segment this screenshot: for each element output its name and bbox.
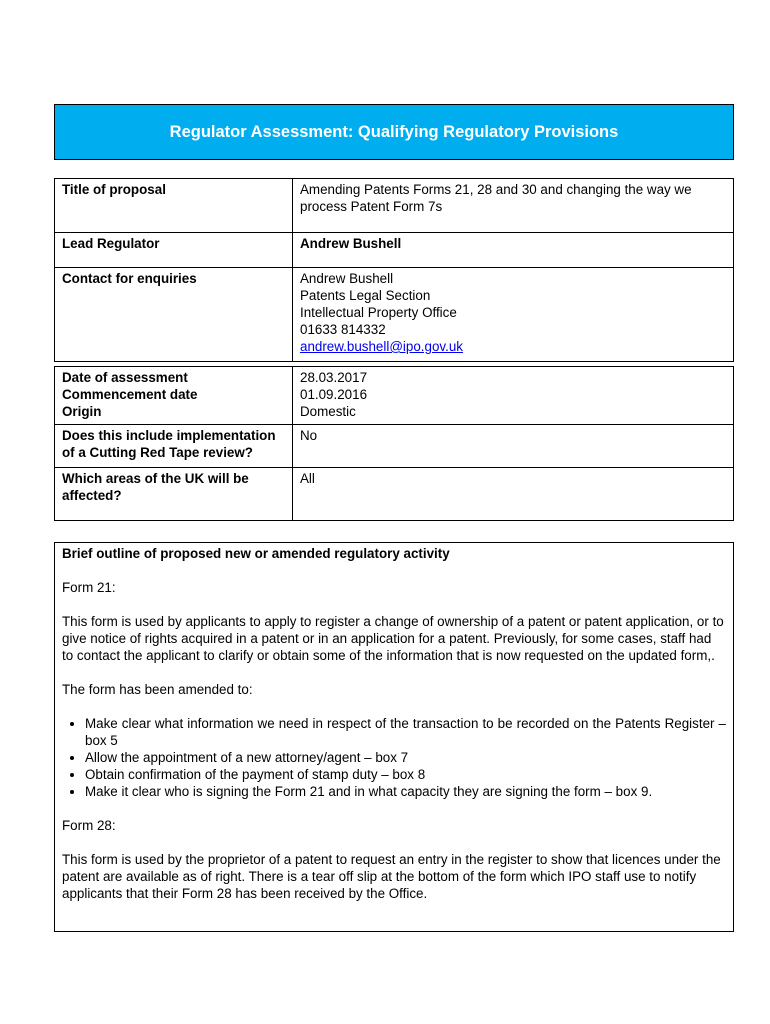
contact-office: Intellectual Property Office [300, 305, 457, 320]
red-tape-label: Does this include implementation of a Cutting Red Tape review? [55, 425, 293, 468]
origin-label: Origin [62, 404, 102, 419]
title-banner [54, 104, 734, 160]
table-row [55, 179, 734, 233]
form21-description: This form is used by applicants to apply to register a change of ownership of a patent or patent application, or to give notice of rights acquired in a patent or in an application for a patent. Previously, for some cases, staff had to contact the applicant to clarify or obtain some of the information that is now requested on the updated form,. [62, 614, 724, 663]
proposal-table [54, 178, 734, 362]
contact-details [293, 268, 734, 362]
form28-heading: Form 28: [62, 818, 116, 833]
form21-heading: Form 21: [62, 580, 116, 595]
title-of-proposal-label: Title of proposal [55, 179, 293, 233]
document-title: Regulator Assessment: Qualifying Regulatory Provisions [169, 122, 619, 141]
contact-label: Contact for enquiries [55, 268, 293, 362]
list-item: • Obtain confirmation of the payment of stamp duty – box 8 [85, 766, 726, 783]
contact-email-link[interactable]: andrew.bushell@ipo.gov.uk [300, 339, 463, 354]
areas-affected-label: Which areas of the UK will be affected? [55, 468, 293, 521]
lead-regulator-label: Lead Regulator [55, 233, 293, 268]
table-row [55, 233, 734, 268]
contact-name: Andrew Bushell [300, 271, 394, 286]
commencement-date-value: 01.09.2016 [300, 387, 368, 402]
form28-description: This form is used by the proprietor of a patent to request an entry in the register to show that licences under the patent are available as of right. There is a tear off slip at the bottom of the form which IPO staff use to notify applicants that their Form 28 has been received by the Office. [62, 852, 721, 901]
amendments-list [62, 715, 726, 800]
list-item: • Make clear what information we need in respect of the transaction to be recorded on the Patents Register – box 5 [85, 715, 726, 749]
assessment-table [54, 366, 734, 521]
list-item: • Allow the appointment of a new attorney/agent – box 7 [85, 749, 726, 766]
assessment-labels [55, 367, 293, 425]
assessment-values [293, 367, 734, 425]
contact-section: Patents Legal Section [300, 288, 431, 303]
table-row [55, 425, 734, 468]
date-of-assessment-value: 28.03.2017 [300, 370, 368, 385]
table-row [55, 268, 734, 362]
amended-intro: The form has been amended to: [62, 682, 253, 697]
outline-box [54, 542, 734, 932]
red-tape-value: No [293, 425, 734, 468]
areas-affected-value: All [293, 468, 734, 521]
origin-value: Domestic [300, 404, 356, 419]
list-item: • Make it clear who is signing the Form 21 and in what capacity they are signing the form – box 9. [85, 783, 726, 800]
date-of-assessment-label: Date of assessment [62, 370, 188, 385]
outline-heading: Brief outline of proposed new or amended regulatory activity [62, 546, 450, 561]
contact-phone: 01633 814332 [300, 322, 386, 337]
table-row [55, 468, 734, 521]
commencement-date-label: Commencement date [62, 387, 198, 402]
title-of-proposal-value: Amending Patents Forms 21, 28 and 30 and changing the way we process Patent Form 7s [293, 179, 734, 233]
table-row [55, 367, 734, 425]
lead-regulator-value: Andrew Bushell [293, 233, 734, 268]
